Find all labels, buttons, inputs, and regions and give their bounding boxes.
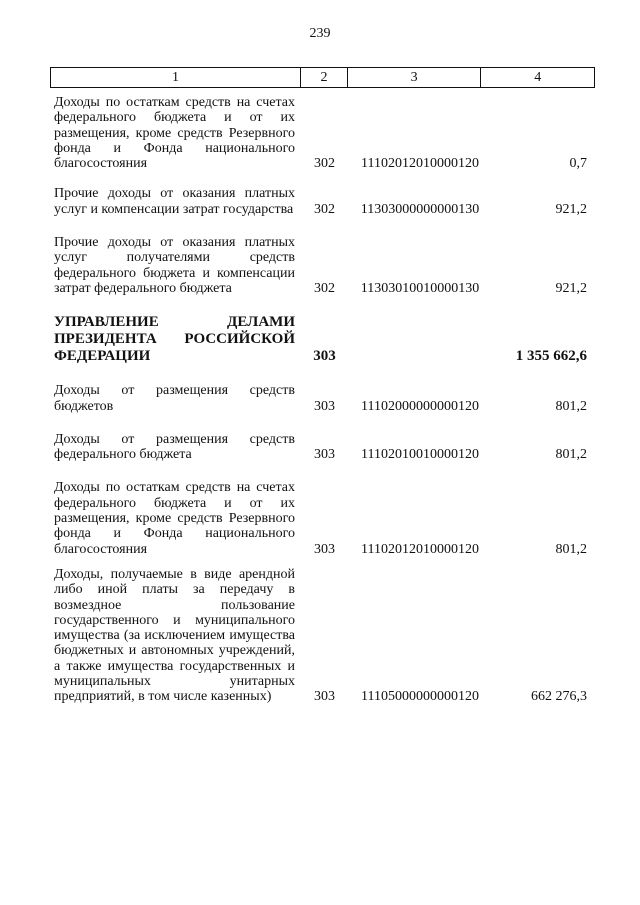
table-row — [50, 383, 595, 414]
row-code: 302 — [314, 201, 335, 217]
table-row — [50, 567, 595, 705]
row-description: Доходы по остаткам средств на счетах федерального бюджета и от их размещения, кроме средств Резервного фонда и Фонда национального благосостояния — [54, 95, 295, 172]
row-amount: 801,2 — [555, 398, 587, 414]
row-amount: 662 276,3 — [531, 689, 587, 705]
row-amount: 801,2 — [555, 447, 587, 463]
row-amount: 921,2 — [555, 201, 587, 217]
row-description: Прочие доходы от оказания платных услуг получателями средств федерального бюджета и компенсации затрат федерального бюджета — [54, 235, 295, 296]
row-code: 303 — [314, 447, 335, 463]
row-description: Доходы по остаткам средств на счетах федерального бюджета и от их размещения, кроме средств Резервного фонда и Фонда национального благосостояния — [54, 480, 295, 557]
row-code: 302 — [314, 280, 335, 296]
column-header-4: 4 — [534, 70, 542, 85]
column-header-2: 2 — [301, 68, 348, 87]
row-classification: 11102012010000120 — [361, 541, 479, 557]
table-row-section — [50, 314, 595, 365]
section-title: УПРАВЛЕНИЕ ДЕЛАМИ ПРЕЗИДЕНТА РОССИЙСКОЙ ФЕДЕРАЦИИ — [54, 314, 295, 365]
table-row — [50, 95, 595, 171]
column-header-3: 3 — [348, 68, 482, 87]
section-code: 303 — [313, 348, 336, 365]
row-classification: 11102012010000120 — [361, 156, 479, 172]
section-amount: 1 355 662,6 — [515, 348, 587, 365]
row-classification: 11303010010000130 — [360, 280, 480, 296]
table-header-row — [50, 67, 595, 88]
table-row — [50, 235, 595, 296]
table-row — [50, 480, 595, 556]
column-header-1: 1 — [51, 68, 301, 87]
revenue-table — [50, 67, 595, 705]
row-amount: 921,2 — [555, 280, 587, 296]
row-code: 303 — [314, 689, 335, 705]
table-row — [50, 432, 595, 463]
row-classification: 11102000000000120 — [361, 398, 479, 414]
row-amount: 0,7 — [569, 156, 587, 172]
row-description: Прочие доходы от оказания платных услуг и компенсации затрат государства — [54, 186, 295, 217]
row-description: Доходы, получаемые в виде арендной либо иной платы за передачу в возмездное пользование государственного и муниципального имущества (за исключением имущества бюджетных и автономных учреждений, а также имущества государственных и муниципальных унитарных предприятий, в том числе казенных) — [54, 566, 295, 705]
row-classification: 11105000000000120 — [361, 689, 479, 705]
table-row — [50, 186, 595, 217]
row-code: 302 — [314, 156, 335, 172]
row-description: Доходы от размещения средств федерального бюджета — [54, 431, 295, 463]
row-code: 303 — [314, 541, 335, 557]
row-code: 303 — [314, 398, 335, 414]
page-number: 239 — [309, 26, 331, 41]
row-amount: 801,2 — [555, 541, 587, 557]
row-classification: 11102010010000120 — [361, 447, 479, 463]
row-classification: 11303000000000130 — [360, 201, 480, 217]
row-description: Доходы от размещения средств бюджетов — [54, 383, 295, 414]
